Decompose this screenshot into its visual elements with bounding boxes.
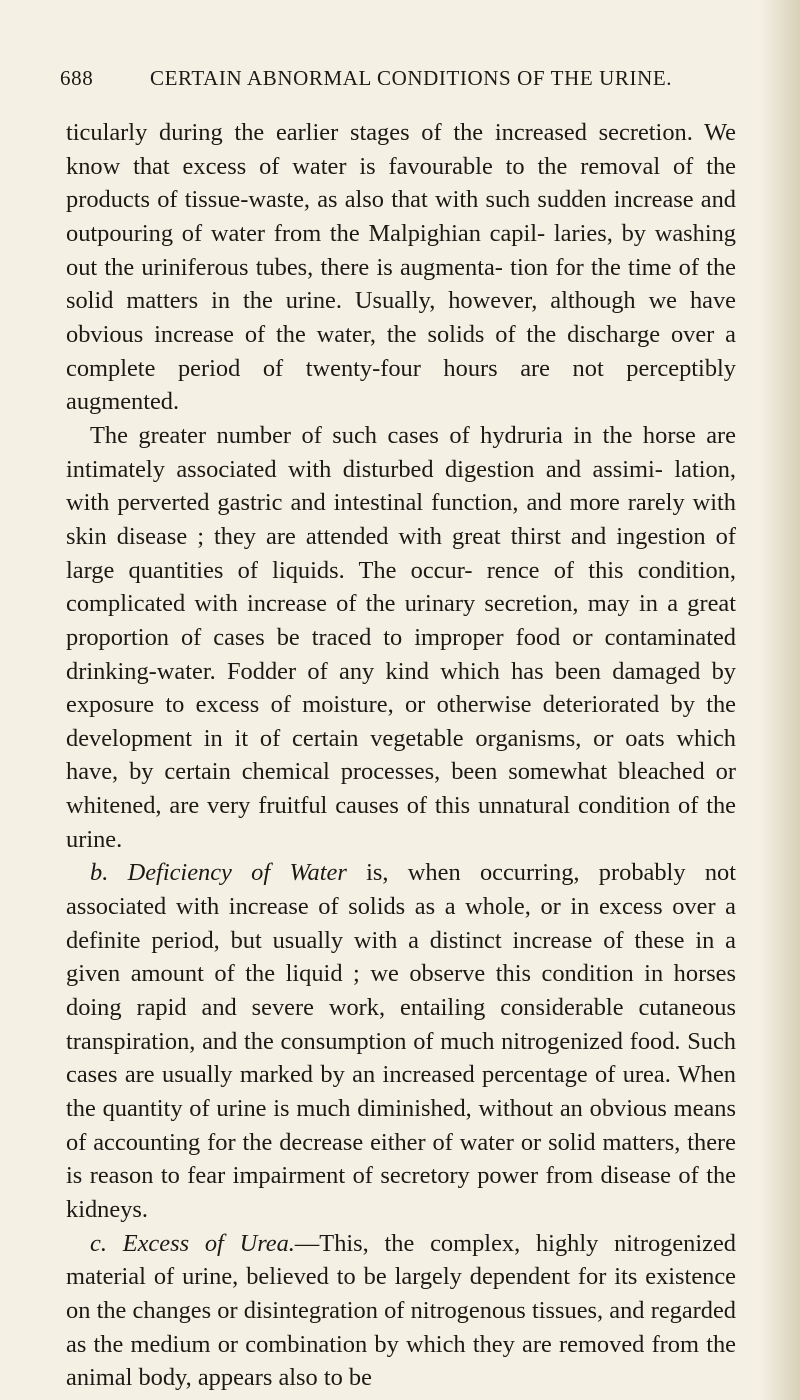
section-heading-excess-of-urea: c. Excess of Urea.	[90, 1229, 295, 1257]
section-heading-deficiency-of-water: b. Deficiency of Water	[90, 859, 347, 887]
running-head	[60, 66, 740, 96]
paragraph-continuation: ticularly during the earlier stages of the increased secretion. We know that excess of water is favourable to the removal of the products of tissue-waste, as also that with such sudden increase and outpouring of water from the Malpighian capil- laries, by washing out the uriniferous tubes, there is augmenta- tion for the time of the solid matters in the urine. Usually, however, although we have obvious increase of the water, the solids of the discharge over a complete period of twenty-four hours are not perceptibly augmented.	[66, 119, 736, 416]
body-text	[66, 116, 736, 1395]
deficiency-of-water-text: is, when occurring, probably not associated with increase of solids as a whole, or in excess over a definite period, but usually with a distinct increase of these in a given amount of the liquid ; we observe this condition in horses doing rapid and severe work, entailing considerable cutaneous transpiration, and the consumption of much nitrogenized food. Such cases are usually marked by an increased percentage of urea. When the quantity of urine is much diminished, without an obvious means of accounting for the decrease either of water or solid matters, there is reason to fear impairment of secretory power from disease of the kidneys.	[66, 859, 736, 1223]
paragraph-deficiency-of-water	[66, 856, 736, 1226]
excess-of-urea-text: —This, the complex, highly nitrogenized material of urine, believed to be largely dependent for its existence on the changes or disintegration of nitrogenous tissues, and regarded as the medium or combination by which they are removed from the animal body, appears also to be	[66, 1229, 736, 1392]
page-number: 688	[60, 66, 94, 90]
running-title: CERTAIN ABNORMAL CONDITIONS OF THE URINE.	[150, 66, 673, 90]
paragraph-excess-of-urea	[66, 1227, 736, 1395]
paragraph-hydruria-causes: The greater number of such cases of hydruria in the horse are intimately associated with disturbed digestion and assimi- lation, with perverted gastric and intestinal function, and more rarely with skin disease ; they are attended with great thirst and ingestion of large quantities of liquids. The occur- rence of this condition, complicated with increase of the urinary secretion, may in a great proportion of cases be traced to improper food or contaminated drinking-water. Fodder of any kind which has been damaged by exposure to excess of moisture, or otherwise deteriorated by the development in it of certain vegetable organisms, or oats which have, by certain chemical processes, been somewhat bleached or whitened, are very fruitful causes of this unnatural condition of the urine.	[66, 421, 736, 853]
page-edge-shadow	[760, 0, 800, 1400]
